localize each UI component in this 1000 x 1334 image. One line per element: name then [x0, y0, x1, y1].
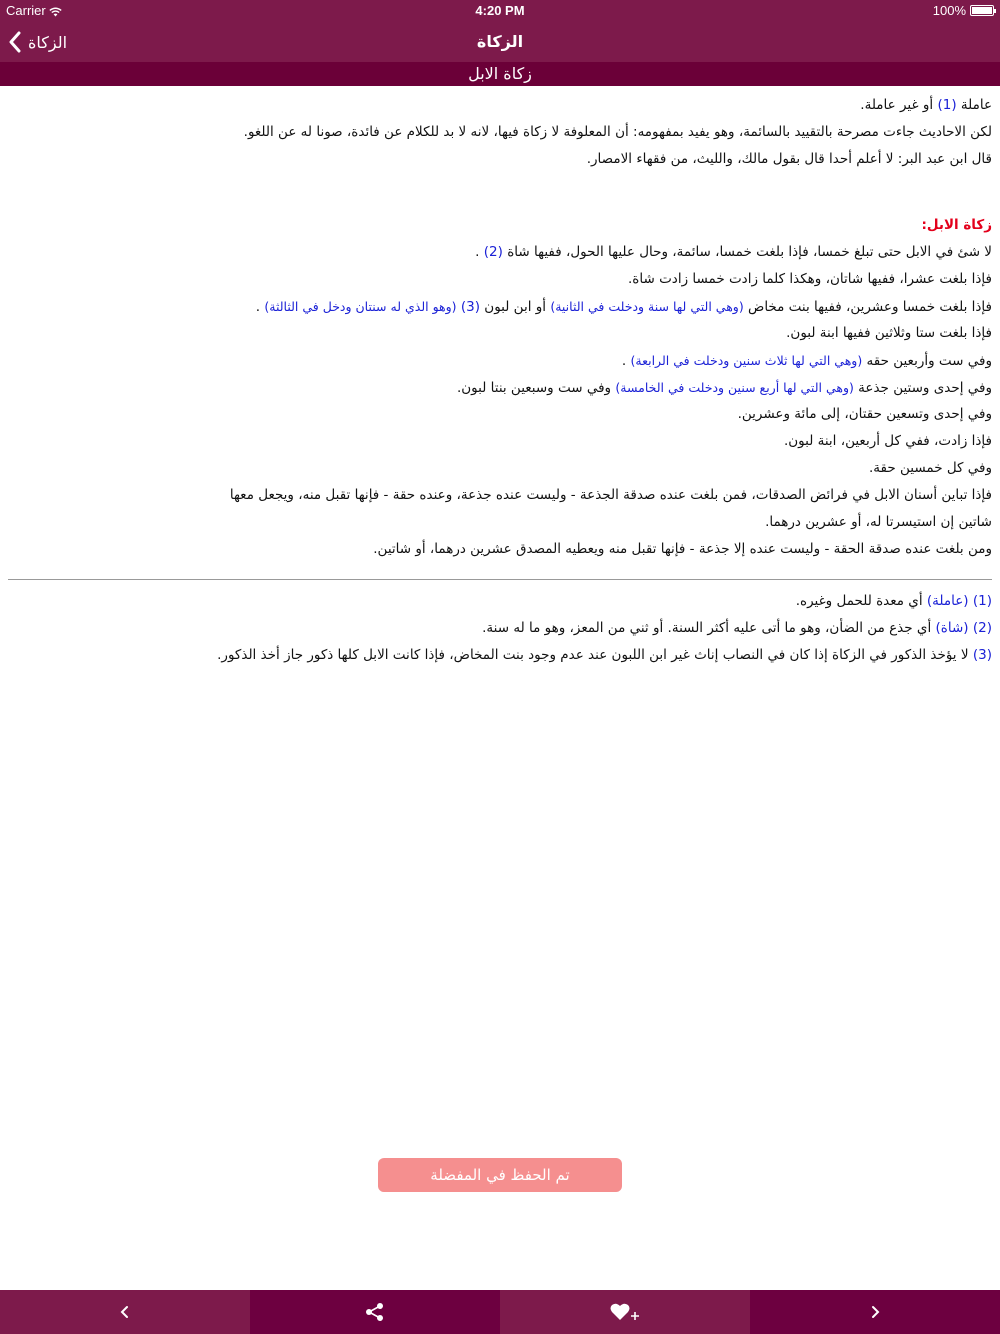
- text: عاملة: [960, 97, 992, 113]
- footnote-ref-link[interactable]: (1): [937, 97, 957, 113]
- section-title: زكاة الابل: [0, 62, 1000, 86]
- paragraph: ومن بلغت عنده صدقة الحقة - وليست عنده إلا جذعة - فإنها تقبل منه ويعطيه المصدق عشرين درهما، أو شاتين.: [373, 541, 992, 557]
- paragraph: فإذا بلغت عشرا، ففيها شاتان، وهكذا كلما زادت خمسا زادت شاة.: [628, 271, 992, 287]
- footnote-text: أي جذع من الضأن، وهو ما أتى عليه أكثر السنة. أو ثني من المعز، وهو ما له سنة.: [482, 620, 932, 636]
- status-time: 4:20 PM: [475, 3, 525, 18]
- text: أو ابن لبون: [484, 299, 547, 315]
- footnote-number: (2): [972, 620, 992, 636]
- article-content: [8, 92, 992, 669]
- paragraph: فإذا تباين أسنان الابل في فرائض الصدقات، فمن بلغت عنده صدقة الجذعة - وليست عنده جذعة، وعنده حقة - فإنها تقبل منه، ويجعل معها: [229, 487, 992, 503]
- back-label: الزكاة: [28, 32, 68, 52]
- previous-button[interactable]: [0, 1290, 250, 1334]
- footnote: [8, 588, 992, 615]
- footnote-ref-link[interactable]: (3): [460, 299, 480, 315]
- text: وفي إحدى وستين جذعة: [858, 380, 992, 396]
- text: أو غير عاملة.: [860, 97, 934, 113]
- text: .: [475, 244, 480, 260]
- explanatory-note: (وهي التي لها ثلاث سنين ودخلت في الرابعة): [630, 353, 863, 368]
- bottom-toolbar: [0, 1290, 1000, 1334]
- footnote-term: (عاملة): [926, 593, 969, 609]
- saved-to-favorites-toast: تم الحفظ في المفضلة: [378, 1158, 622, 1192]
- paragraph: [8, 374, 992, 401]
- status-bar: [0, 0, 1000, 20]
- paragraph: وفي كل خمسين حقة.: [869, 460, 992, 476]
- paragraph: شاتين إن استيسرتا له، أو عشرين درهما.: [765, 514, 992, 530]
- explanatory-note: (وهو الذي له سنتان ودخل في الثالثة): [264, 299, 457, 314]
- battery-icon: [970, 5, 994, 16]
- heart-plus-icon: [610, 1302, 640, 1322]
- text: فإذا بلغت خمسا وعشرين، ففيها بنت مخاض: [748, 299, 992, 315]
- footnote-text: أي معدة للحمل وغيره.: [795, 593, 923, 609]
- footnote: [8, 615, 992, 642]
- page-title: الزكاة: [476, 32, 524, 51]
- battery-percent: 100%: [932, 3, 966, 18]
- carrier-text: Carrier: [6, 3, 46, 18]
- section-heading: زكاة الابل:: [921, 217, 992, 233]
- text: لا شئ في الابل حتى تبلغ خمسا، فإذا بلغت خمسا، سائمة، وحال عليها الحول، ففيها شاة: [507, 244, 992, 260]
- paragraph: [8, 239, 992, 266]
- footnote-text: لا يؤخذ الذكور في الزكاة إذا كان في النصاب إناث غير ابن اللبون عند عدم وجود بنت المخاض، فإذا كانت الابل كلها ذكور جاز أخذ الذكور.: [217, 647, 969, 663]
- paragraph: لكن الاحاديث جاءت مصرحة بالتقييد بالسائمة، وهو يفيد بمفهومه: أن المعلوفة لا زكاة فيها، لانه لا بد للكلام عن فائدة، صونا له عن اللغو.: [243, 124, 992, 140]
- footnote: [8, 642, 992, 669]
- footnote-number: (1): [972, 593, 992, 609]
- battery-indicator: [933, 3, 994, 18]
- chevron-right-icon: [870, 1305, 880, 1319]
- text: .: [255, 299, 261, 315]
- paragraph: وفي إحدى وتسعين حقتان، إلى مائة وعشرين.: [737, 406, 992, 422]
- text: وفي ست وأربعين حقه: [866, 353, 992, 369]
- footnotes-divider: [8, 579, 992, 580]
- paragraph: قال ابن عبد البر: لا أعلم أحدا قال بقول مالك، والليث، من فقهاء الامصار.: [586, 151, 992, 167]
- explanatory-note: (وهي التي لها أربع سنين ودخلت في الخامسة): [615, 380, 854, 395]
- share-icon: [365, 1302, 385, 1322]
- paragraph: [8, 347, 992, 374]
- text: وفي ست وسبعين بنتا لبون.: [456, 380, 612, 396]
- footnote-number: (3): [972, 647, 992, 663]
- paragraph: [8, 92, 992, 119]
- add-favorite-button[interactable]: [500, 1290, 750, 1334]
- footnote-ref-link[interactable]: (2): [483, 244, 503, 260]
- navigation-bar: [0, 20, 1000, 64]
- paragraph: فإذا زادت، ففي كل أربعين، ابنة لبون.: [783, 433, 992, 449]
- share-button[interactable]: [250, 1290, 500, 1334]
- text: .: [621, 353, 627, 369]
- paragraph: فإذا بلغت ستا وثلاثين ففيها ابنة لبون.: [786, 325, 992, 341]
- next-button[interactable]: [750, 1290, 1000, 1334]
- footnote-term: (شاة): [935, 620, 969, 636]
- explanatory-note: (وهي التي لها سنة ودخلت في الثانية): [550, 299, 744, 314]
- chevron-left-icon: [120, 1305, 130, 1319]
- paragraph: [8, 293, 992, 320]
